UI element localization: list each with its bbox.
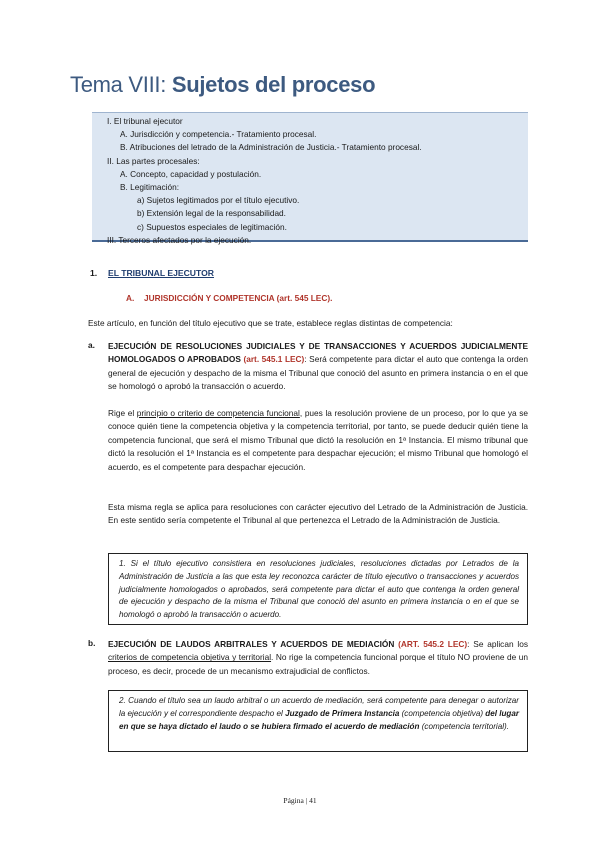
toc-item: III. Terceros afectados por la ejecución. bbox=[107, 234, 252, 245]
text-span: : Se aplican los bbox=[467, 639, 528, 649]
item-b-ref: (ART. 545.2 LEC) bbox=[398, 639, 468, 649]
text-span: 2. Cuando el título sea un laudo arbitral o un acuerdo de mediación, será competente para denegar o autorizar la ejecución y el correspondiente despacho el bbox=[119, 696, 519, 718]
toc-item: c) Supuestos especiales de legitimación. bbox=[137, 221, 287, 232]
text-span: (competencia territorial). bbox=[419, 721, 509, 731]
item-a-paragraph bbox=[108, 340, 528, 394]
page-footer: Página | 41 bbox=[283, 796, 317, 805]
quote-box-2 bbox=[108, 690, 528, 752]
subsection-label: A. bbox=[126, 293, 135, 303]
toc-item: A. Jurisdicción y competencia.- Tratamiento procesal. bbox=[120, 129, 317, 140]
item-a-heading: EJECUCIÓN DE RESOLUCIONES JUDICIALES Y DE TRANSACCIONES Y ACUERDOS JUDICIALMENTE HOMOLOGADOS O APROBADOS bbox=[108, 341, 528, 365]
section-title: EL TRIBUNAL EJECUTOR bbox=[108, 268, 215, 278]
item-a-ref: (art. 545.1 LEC) bbox=[243, 354, 305, 365]
section-number: 1. bbox=[90, 268, 98, 278]
toc-item: b) Extensión legal de la responsabilidad. bbox=[137, 208, 286, 219]
toc-item: I. El tribunal ejecutor bbox=[107, 116, 183, 126]
item-a-paragraph-3: Esta misma regla se aplica para resoluciones con carácter ejecutivo del Letrado de la Administración de Justicia. En este sentido sería competente el Tribunal al que pertenezca el Letrado de la Administración de Justicia. bbox=[108, 502, 528, 526]
bold-span: Juzgado de Primera Instancia bbox=[285, 708, 400, 718]
toc-item: B. Legitimación: bbox=[120, 182, 180, 193]
toc-item: a) Sujetos legitimados por el título ejecutivo. bbox=[137, 195, 300, 206]
text-span: Rige el bbox=[108, 408, 137, 418]
table-of-contents bbox=[92, 112, 528, 245]
item-b-heading: EJECUCIÓN DE LAUDOS ARBITRALES Y ACUERDOS DE MEDIACIÓN bbox=[108, 639, 395, 649]
item-a-label: a. bbox=[88, 340, 95, 350]
item-b-label: b. bbox=[88, 638, 96, 648]
quote-box-1: 1. Si el título ejecutivo consistiera en resoluciones judiciales, resoluciones dictadas por Letrados de la Administración de Justicia a las que esta ley reconozca carácter de título ejecutivo o transacciones y acuerdos judicialmente homologados o aprobados, será competente para dictar el auto que contenga la orden general de ejecución y despacho de la misma el Tribunal que conoció del asunto en primera instancia o en el que se homologó o aprobó la transacción o acuerdo. bbox=[108, 553, 528, 625]
toc-item: B. Atribuciones del letrado de la Administración de Justicia.- Tratamiento procesal. bbox=[120, 142, 422, 153]
toc-item: A. Concepto, capacidad y postulación. bbox=[120, 168, 262, 179]
item-a-text: : Será competente para dictar el auto que contenga la orden general de ejecución y despacho de la misma el Tribunal que conoció del asunto en primera instancia o en el que se homologó o aprobó la transacción o acuerdo. bbox=[108, 354, 529, 392]
subsection-title: JURISDICCIÓN Y COMPETENCIA (art. 545 LEC). bbox=[144, 293, 333, 303]
text-span: , pues la resolución proviene de un proceso, por lo que ya se conoce quién tiene la competencia objetiva y la competencia territorial, por tanto, se puede deducir quién tiene la competencia funcional, que será el mismo Tribunal que dictó la resolución en 1ª Instancia. El mismo tribunal que dictó la resolución el 1ª Instancia es el competente para despachar ejecución; el mismo Tribunal que homologó el acuerdo, es el competente para despachar ejecución. bbox=[108, 408, 528, 472]
text-span: (competencia objetiva) bbox=[399, 708, 486, 718]
text-span: . No rige la competencia funcional porque el título NO proviene de un proceso, es decir, procede de un mecanismo extrajudicial de conflictos. bbox=[108, 652, 528, 676]
item-b-paragraph bbox=[108, 638, 528, 678]
subsection-heading bbox=[126, 293, 332, 303]
section-heading bbox=[90, 268, 214, 278]
underlined-criteria: criterios de competencia objetiva y territorial bbox=[108, 652, 272, 663]
intro-paragraph: Este artículo, en función del título ejecutivo que se trate, establece reglas distintas de competencia: bbox=[88, 318, 453, 328]
underlined-principle: principio o criterio de competencia funcional bbox=[136, 408, 300, 418]
bold-span: del lugar en que se haya dictado el laudo o se hubiera firmado el acuerdo de mediación bbox=[119, 708, 519, 731]
item-a-paragraph-2 bbox=[108, 407, 528, 474]
title-prefix: Tema VIII: bbox=[70, 72, 172, 97]
title-main: Sujetos del proceso bbox=[171, 72, 376, 97]
page-title bbox=[70, 72, 375, 98]
toc-item: II. Las partes procesales: bbox=[107, 155, 200, 166]
